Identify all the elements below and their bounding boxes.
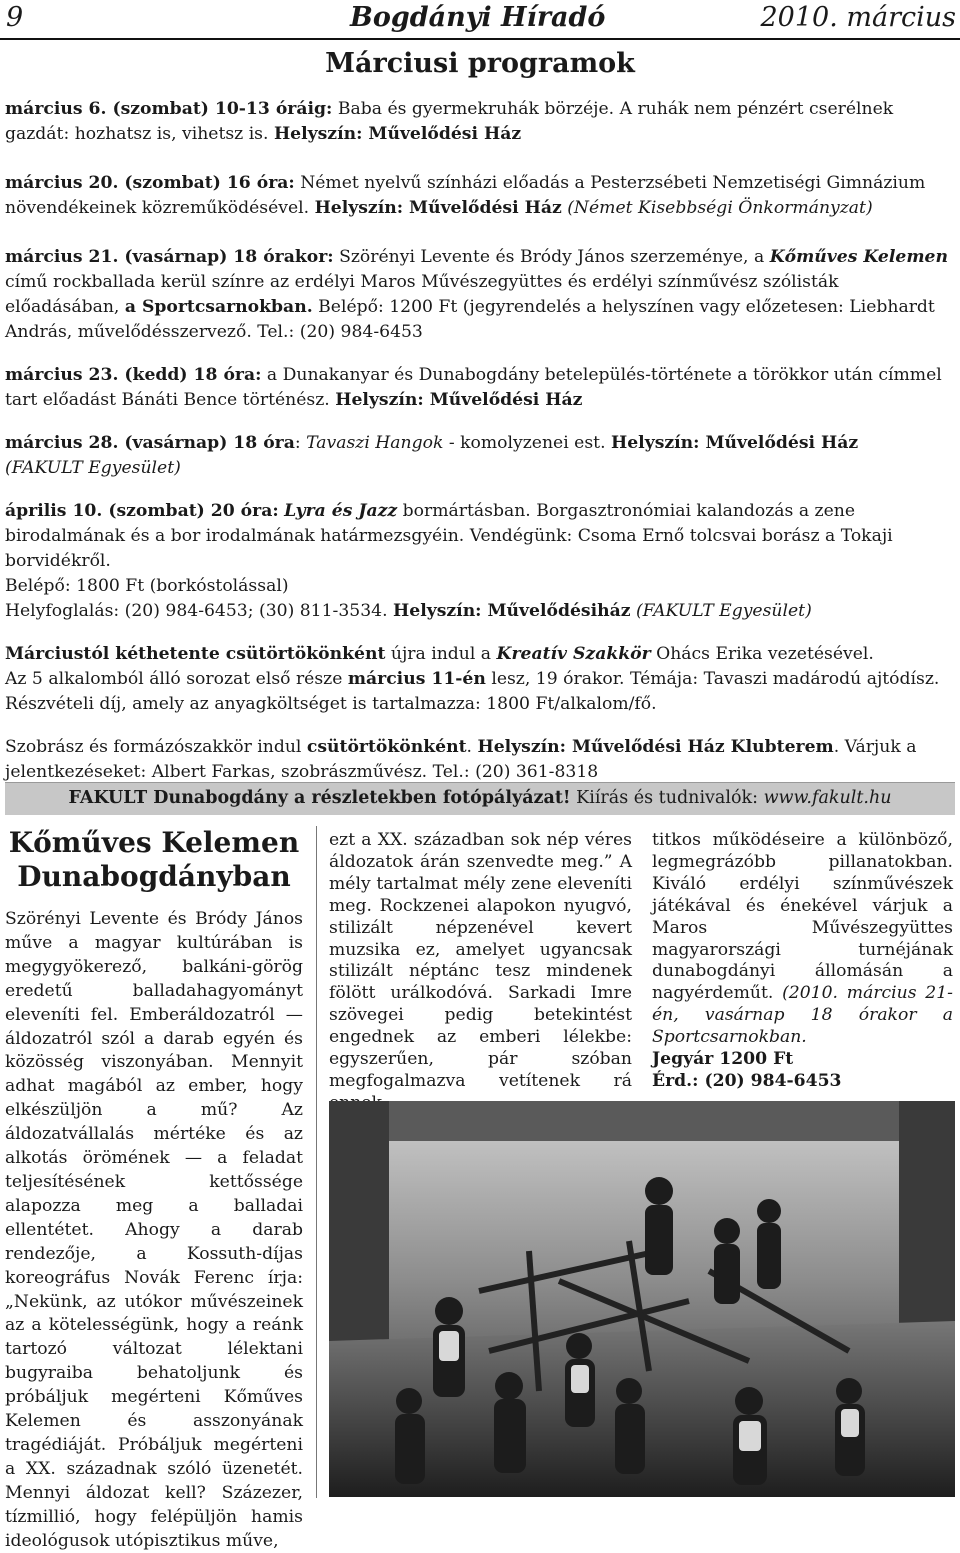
article-title: Kőműves Kelemen Dunabogdányban [8, 826, 300, 893]
event-date: március 21. (vasárnap) 18 órakor: [5, 247, 334, 267]
column-divider [316, 826, 317, 1498]
article-column-2 [329, 830, 632, 1115]
newspaper-title: Bogdányi Híradó [350, 2, 606, 33]
event-text: újra indul a [385, 644, 497, 664]
event-text: című rockballada kerül színre az erdélyi Maros Művészegyüttes és erdélyi színművész szólisták előadásában, [5, 272, 839, 317]
event-booking: Helyfoglalás: (20) 984-6453; (30) 811-3534. [5, 601, 394, 621]
event-text: . [466, 737, 478, 757]
banner-text: Kiírás és tudnivalók: [570, 788, 764, 808]
event-date: március 6. (szombat) 10-13 óráig: [5, 99, 333, 119]
event-organizer: (Német Kisebbségi Önkormányzat) [561, 198, 873, 218]
event-text: Szobrász és formázószakkör indul [5, 737, 307, 757]
event-text: a Dunakanyar és Dunabogdány betelepülés-története a törökkor után címmel tart előadást Bánáti Bence történész. [5, 365, 942, 410]
page-title: Márciusi programok [325, 48, 635, 79]
event-venue: Helyszín: Művelődési Ház Klubterem [477, 737, 834, 757]
event-work-title: Kőműves Kelemen [769, 247, 948, 267]
article-column-1 [5, 826, 303, 1553]
event-date: március 28. (vasárnap) 18 óra [5, 433, 295, 453]
event-text: Német nyelvű színházi előadás a Pesterzsébeti Nemzetiségi Gimnázium növendékeinek közreműködésével. [5, 173, 926, 218]
stage-photo [329, 1101, 955, 1497]
event-venue: Helyszín: Művelődési Ház [273, 124, 522, 144]
event-date: csütörtökönként [306, 737, 467, 757]
event-venue: Helyszín: Művelődési Ház [611, 433, 859, 453]
event-venue: Helyszín: Művelődési Ház [335, 390, 583, 410]
event-organizer: (FAKULT Egyesület) [630, 601, 812, 621]
event-text: bormártásban. Borgasztronómiai kalandozás a zene birodalmának és a bor irodalmának határmezsgyéin. Vendégünk: Csoma Ernő tolcsvai borász a Tokaji borvidékről. [5, 501, 893, 571]
program-item [5, 735, 953, 785]
contact-info: Érd.: (20) 984-6453 [652, 1070, 842, 1091]
event-entry-fee: Belépő: 1800 Ft (borkóstolással) [5, 576, 289, 596]
program-list [5, 97, 953, 803]
event-date: április 10. (szombat) 20 óra: [5, 501, 279, 521]
header-rule [0, 38, 960, 40]
separator: : [294, 433, 307, 453]
event-text: Ohács Erika vezetésével. [650, 644, 874, 664]
event-venue: Helyszín: Művelődési Ház [314, 198, 562, 218]
event-organizer: (FAKULT Egyesület) [5, 458, 181, 478]
article-event-note: (2010. március 21-én, vasárnap 18 órakor a Sportcsarnokban. [652, 983, 953, 1048]
event-text: Belépő: 1200 Ft (jegyrendelés a helyszínen vagy előzetesen: Liebhardt András, művelődésszervező. Tel.: (20) 984-6453 [5, 297, 935, 342]
article-text: Szörényi Levente és Bródy János műve a magyar kultúrában is megygyökerező, balkáni-görög eredetű balladahagyományt eleveníti fel. Emberáldozatról — áldozatról szól a darab egyén és közösség viszonyában. Mennyit adhat magából az ember, hogy elkészüljön a mű? Az áldozatvállalás mértéke és az alkotás örömének — a feladat teljesítésének kettőssége alapozza meg a balladai ellentétet. Ahogy a darab rendezője, a Kossuth-díjas koreográfus Novák Ferenc írja: „Nekünk, az utókor művészeinek az a kötelességünk, hogy a reánk tartozó változat lélektani bugyraiba behatoljunk és próbáljuk megérteni Kőműves Kelemen és asszonyának tragédiáját. Próbáljuk megérteni a XX. századnak szóló üzenetét. Mennyi áldozat kell? Százezer, tízmillió, hogy felépüljön hamis ideológusok utópisztikus műve, [5, 909, 303, 1551]
event-text: Az 5 alkalomból álló sorozat első része [5, 669, 348, 689]
program-item [5, 363, 953, 413]
program-item [5, 97, 953, 147]
article-column-3 [652, 830, 953, 1093]
banner-headline: FAKULT Dunabogdány a részletekben fotópályázat! [68, 788, 571, 808]
program-item [5, 245, 953, 345]
event-venue: Helyszín: Művelődésiház [393, 601, 631, 621]
article-text: ezt a XX. században sok nép véres áldozatok árán szenvedte meg.” A mély tartalmat mély zene eleveníti meg. Rockzenei alapokon nyugvó, stilizált népzenével kevert muzsika ez, amelyet ugyancsak stilizált néptánc tesz mindenek fölött urálkodóvá. Sarkadi Imre szövegei pedig betekintést engednek az emberi lélekbe: egyszerűen, pár szóban megfogalmazva vetítenek rá [329, 830, 632, 1091]
event-date: Márciustól kéthetente csütörtökönként [5, 644, 386, 664]
event-text: - komolyzenei est. [443, 433, 611, 453]
page-number: 9 [6, 2, 24, 33]
banner-link[interactable]: www.fakult.hu [763, 788, 892, 808]
event-text: Szörényi Levente és Bródy János szerzeménye, a [333, 247, 770, 267]
event-venue: a Sportcsarnokban. [124, 297, 313, 317]
photo-contest-banner [5, 782, 955, 815]
ticket-price: Jegyár 1200 Ft [652, 1049, 794, 1070]
event-work-title: Lyra és Jazz [284, 501, 398, 521]
event-work-title: Kreatív Szakkör [496, 644, 651, 664]
issue-date: 2010. március [760, 2, 956, 33]
event-date: március 11-én [347, 669, 486, 689]
stage-photo-image [329, 1101, 955, 1497]
program-item [5, 171, 953, 221]
event-date: március 20. (szombat) 16 óra: [5, 173, 295, 193]
event-text: . Várjuk a jelentkezéseket: Albert Farkas, szobrászművész. Tel.: (20) 361-8318 [5, 737, 917, 782]
program-item [5, 642, 953, 717]
event-text: Baba és gyermekruhák börzéje. A ruhák nem pénzért cserélnek gazdát: hozhatsz is, vihetsz is. [5, 99, 894, 144]
article-text: titkos működéseire a különböző, legmegrázóbb pillanatokban. Kiváló erdélyi színművészek játékával és énekével várjuk a Maros Művészegyüttes magyarországi turnéjának dunabogdányi állomásán a nagyérdeműt. [652, 830, 953, 1004]
program-item [5, 431, 953, 481]
event-work-title: Tavaszi Hangok [306, 433, 444, 453]
event-text: lesz, 19 órakor. Témája: Tavaszi madárodú ajtódísz. [485, 669, 940, 689]
page-header [0, 0, 960, 40]
event-date: március 23. (kedd) 18 óra: [5, 365, 262, 385]
event-fee: Részvételi díj, amely az anyagköltséget is tartalmazza: 1800 Ft/alkalom/fő. [5, 694, 657, 714]
program-item [5, 499, 953, 624]
